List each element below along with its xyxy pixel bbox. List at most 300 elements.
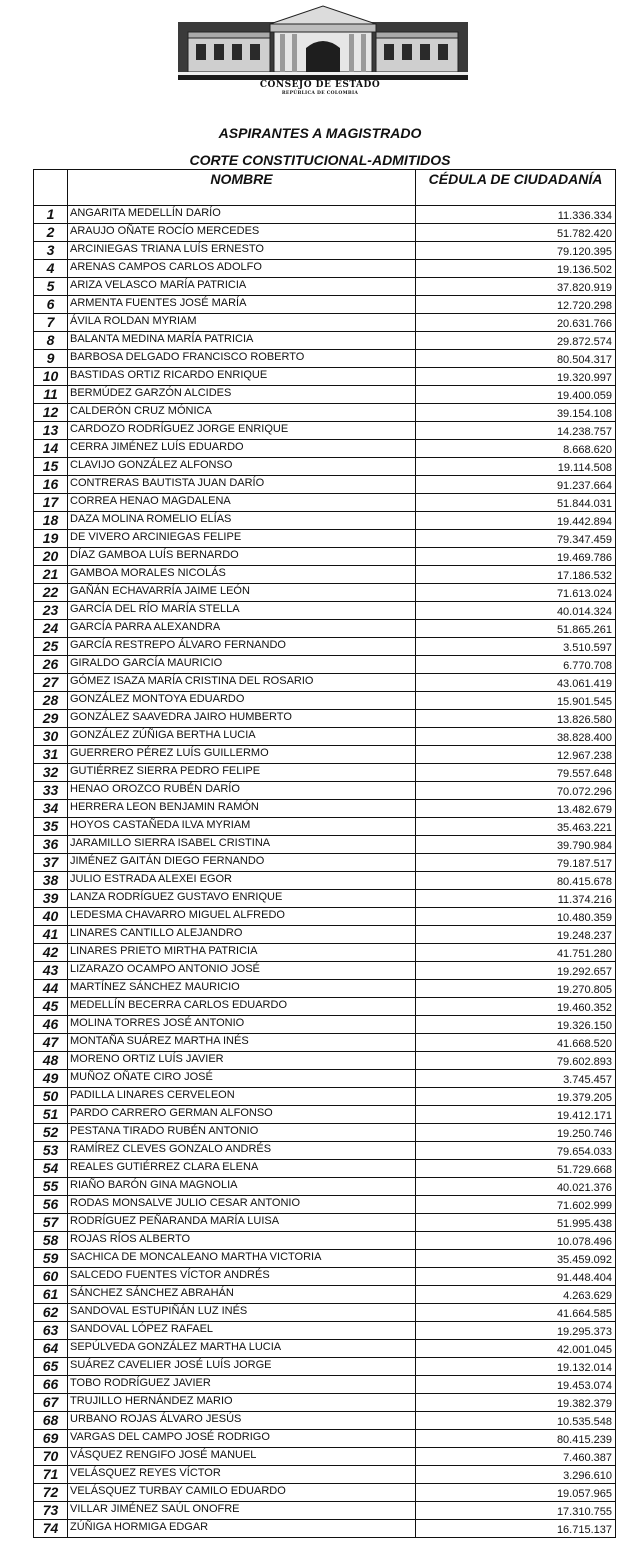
candidate-name: MARTÍNEZ SÁNCHEZ MAURICIO xyxy=(68,980,416,998)
table-row xyxy=(34,602,616,620)
document-title: ASPIRANTES A MAGISTRADO xyxy=(218,125,422,141)
candidate-name: ÁVILA ROLDAN MYRIAM xyxy=(68,314,416,332)
row-number: 49 xyxy=(34,1070,68,1088)
candidate-name: SALCEDO FUENTES VÍCTOR ANDRÉS xyxy=(68,1268,416,1286)
table-row xyxy=(34,1034,616,1052)
citizen-id: 40.014.324 xyxy=(416,602,616,620)
row-number: 39 xyxy=(34,890,68,908)
candidate-name: ARCINIEGAS TRIANA LUÍS ERNESTO xyxy=(68,242,416,260)
citizen-id: 79.654.033 xyxy=(416,1142,616,1160)
row-number: 53 xyxy=(34,1142,68,1160)
table-row xyxy=(34,440,616,458)
citizen-id: 39.790.984 xyxy=(416,836,616,854)
table-row xyxy=(34,1106,616,1124)
row-number: 36 xyxy=(34,836,68,854)
citizen-id: 70.072.296 xyxy=(416,782,616,800)
candidate-name: DAZA MOLINA ROMELIO ELÍAS xyxy=(68,512,416,530)
row-number: 66 xyxy=(34,1376,68,1394)
citizen-id: 14.238.757 xyxy=(416,422,616,440)
citizen-id: 3.296.610 xyxy=(416,1466,616,1484)
candidate-name: GONZÁLEZ MONTOYA EDUARDO xyxy=(68,692,416,710)
row-number: 56 xyxy=(34,1196,68,1214)
table-row xyxy=(34,1142,616,1160)
candidate-name: GARCÍA RESTREPO ÁLVARO FERNANDO xyxy=(68,638,416,656)
candidate-name: JIMÉNEZ GAITÁN DIEGO FERNANDO xyxy=(68,854,416,872)
candidate-name: ARENAS CAMPOS CARLOS ADOLFO xyxy=(68,260,416,278)
candidate-name: URBANO ROJAS ÁLVARO JESÚS xyxy=(68,1412,416,1430)
citizen-id: 51.782.420 xyxy=(416,224,616,242)
candidates-table xyxy=(33,169,616,1538)
citizen-id: 71.602.999 xyxy=(416,1196,616,1214)
row-number: 10 xyxy=(34,368,68,386)
table-row xyxy=(34,638,616,656)
building-facade-icon xyxy=(178,4,468,82)
table-body xyxy=(34,206,616,1538)
row-number: 22 xyxy=(34,584,68,602)
candidate-name: GAMBOA MORALES NICOLÁS xyxy=(68,566,416,584)
citizen-id: 20.631.766 xyxy=(416,314,616,332)
table-row xyxy=(34,242,616,260)
citizen-id: 11.336.334 xyxy=(416,206,616,224)
row-number: 23 xyxy=(34,602,68,620)
candidate-name: TOBO RODRÍGUEZ JAVIER xyxy=(68,1376,416,1394)
candidate-name: GARCÍA DEL RÍO MARÍA STELLA xyxy=(68,602,416,620)
row-number: 26 xyxy=(34,656,68,674)
candidate-name: LIZARAZO OCAMPO ANTONIO JOSÉ xyxy=(68,962,416,980)
citizen-id: 19.292.657 xyxy=(416,962,616,980)
table-row xyxy=(34,818,616,836)
row-number: 21 xyxy=(34,566,68,584)
table-row xyxy=(34,944,616,962)
citizen-id: 19.442.894 xyxy=(416,512,616,530)
table-row xyxy=(34,206,616,224)
table-row xyxy=(34,386,616,404)
candidate-name: MUÑOZ OÑATE CIRO JOSÉ xyxy=(68,1070,416,1088)
candidate-name: MEDELLÍN BECERRA CARLOS EDUARDO xyxy=(68,998,416,1016)
table-row xyxy=(34,1088,616,1106)
row-number: 59 xyxy=(34,1250,68,1268)
table-row xyxy=(34,728,616,746)
candidate-name: CORREA HENAO MAGDALENA xyxy=(68,494,416,512)
citizen-id: 91.237.664 xyxy=(416,476,616,494)
table-row xyxy=(34,422,616,440)
table-row xyxy=(34,926,616,944)
table-row xyxy=(34,476,616,494)
citizen-id: 19.295.373 xyxy=(416,1322,616,1340)
table-row xyxy=(34,530,616,548)
table-row xyxy=(34,1394,616,1412)
row-number: 64 xyxy=(34,1340,68,1358)
candidate-name: GUTIÉRREZ SIERRA PEDRO FELIPE xyxy=(68,764,416,782)
candidate-name: GÓMEZ ISAZA MARÍA CRISTINA DEL ROSARIO xyxy=(68,674,416,692)
row-number: 69 xyxy=(34,1430,68,1448)
table-row xyxy=(34,872,616,890)
row-number: 63 xyxy=(34,1322,68,1340)
row-number: 6 xyxy=(34,296,68,314)
citizen-id: 40.021.376 xyxy=(416,1178,616,1196)
citizen-id: 19.270.805 xyxy=(416,980,616,998)
table-row xyxy=(34,1430,616,1448)
citizen-id: 8.668.620 xyxy=(416,440,616,458)
candidate-name: JARAMILLO SIERRA ISABEL CRISTINA xyxy=(68,836,416,854)
table-row xyxy=(34,980,616,998)
table-row xyxy=(34,1412,616,1430)
citizen-id: 19.136.502 xyxy=(416,260,616,278)
row-number: 38 xyxy=(34,872,68,890)
candidate-name: VARGAS DEL CAMPO JOSÉ RODRIGO xyxy=(68,1430,416,1448)
country-name: REPÚBLICA DE COLOMBIA xyxy=(281,91,359,96)
candidate-name: JULIO ESTRADA ALEXEI EGOR xyxy=(68,872,416,890)
row-number: 1 xyxy=(34,206,68,224)
citizen-id: 19.469.786 xyxy=(416,548,616,566)
table-row xyxy=(34,1178,616,1196)
candidate-name: ZÚÑIGA HORMIGA EDGAR xyxy=(68,1520,416,1538)
citizen-id: 91.448.404 xyxy=(416,1268,616,1286)
candidate-name: SEPÚLVEDA GONZÁLEZ MARTHA LUCIA xyxy=(68,1340,416,1358)
citizen-id: 43.061.419 xyxy=(416,674,616,692)
candidate-name: SUÁREZ CAVELIER JOSÉ LUÍS JORGE xyxy=(68,1358,416,1376)
candidate-name: RODAS MONSALVE JULIO CESAR ANTONIO xyxy=(68,1196,416,1214)
candidate-name: GARCÍA PARRA ALEXANDRA xyxy=(68,620,416,638)
table-row xyxy=(34,260,616,278)
candidate-name: VILLAR JIMÉNEZ SAÚL ONOFRE xyxy=(68,1502,416,1520)
citizen-id: 4.263.629 xyxy=(416,1286,616,1304)
row-number: 62 xyxy=(34,1304,68,1322)
citizen-id: 38.828.400 xyxy=(416,728,616,746)
document-subtitle: CORTE CONSTITUCIONAL-ADMITIDOS xyxy=(189,152,451,168)
row-number: 57 xyxy=(34,1214,68,1232)
candidate-name: TRUJILLO HERNÁNDEZ MARIO xyxy=(68,1394,416,1412)
table-row xyxy=(34,908,616,926)
row-number: 43 xyxy=(34,962,68,980)
row-number: 25 xyxy=(34,638,68,656)
candidate-name: RODRÍGUEZ PEÑARANDA MARÍA LUISA xyxy=(68,1214,416,1232)
table-row xyxy=(34,494,616,512)
citizen-id: 19.320.997 xyxy=(416,368,616,386)
table-row xyxy=(34,1214,616,1232)
candidate-name: BALANTA MEDINA MARÍA PATRICIA xyxy=(68,332,416,350)
row-number: 54 xyxy=(34,1160,68,1178)
citizen-id: 79.187.517 xyxy=(416,854,616,872)
candidate-name: DE VIVERO ARCINIEGAS FELIPE xyxy=(68,530,416,548)
candidate-name: VÁSQUEZ RENGIFO JOSÉ MANUEL xyxy=(68,1448,416,1466)
citizen-id: 51.865.261 xyxy=(416,620,616,638)
candidate-name: LINARES PRIETO MIRTHA PATRICIA xyxy=(68,944,416,962)
row-number: 35 xyxy=(34,818,68,836)
citizen-id: 41.751.280 xyxy=(416,944,616,962)
candidate-name: SACHICA DE MONCALEANO MARTHA VICTORIA xyxy=(68,1250,416,1268)
citizen-id: 10.535.548 xyxy=(416,1412,616,1430)
candidate-name: CLAVIJO GONZÁLEZ ALFONSO xyxy=(68,458,416,476)
row-number: 41 xyxy=(34,926,68,944)
row-number: 51 xyxy=(34,1106,68,1124)
row-number: 34 xyxy=(34,800,68,818)
table-row xyxy=(34,1016,616,1034)
citizen-id: 10.078.496 xyxy=(416,1232,616,1250)
table-row xyxy=(34,1484,616,1502)
table-row xyxy=(34,404,616,422)
citizen-id: 79.557.648 xyxy=(416,764,616,782)
row-number: 72 xyxy=(34,1484,68,1502)
table-row xyxy=(34,584,616,602)
candidate-name: HERRERA LEON BENJAMIN RAMÓN xyxy=(68,800,416,818)
table-row xyxy=(34,800,616,818)
row-number: 46 xyxy=(34,1016,68,1034)
candidate-name: CARDOZO RODRÍGUEZ JORGE ENRIQUE xyxy=(68,422,416,440)
citizen-id: 51.729.668 xyxy=(416,1160,616,1178)
candidate-name: MOLINA TORRES JOSÉ ANTONIO xyxy=(68,1016,416,1034)
table-row xyxy=(34,278,616,296)
citizen-id: 13.826.580 xyxy=(416,710,616,728)
candidate-name: BARBOSA DELGADO FRANCISCO ROBERTO xyxy=(68,350,416,368)
candidate-name: VELÁSQUEZ TURBAY CAMILO EDUARDO xyxy=(68,1484,416,1502)
table-row xyxy=(34,854,616,872)
table-row xyxy=(34,1232,616,1250)
table-row xyxy=(34,1160,616,1178)
candidate-name: VELÁSQUEZ REYES VÍCTOR xyxy=(68,1466,416,1484)
citizen-id: 79.602.893 xyxy=(416,1052,616,1070)
candidate-name: ANGARITA MEDELLÍN DARÍO xyxy=(68,206,416,224)
row-number: 65 xyxy=(34,1358,68,1376)
citizen-id: 13.482.679 xyxy=(416,800,616,818)
table-row xyxy=(34,1196,616,1214)
citizen-id: 41.668.520 xyxy=(416,1034,616,1052)
candidate-name: ARIZA VELASCO MARÍA PATRICIA xyxy=(68,278,416,296)
table-row xyxy=(34,1124,616,1142)
citizen-id: 41.664.585 xyxy=(416,1304,616,1322)
candidate-name: GIRALDO GARCÍA MAURICIO xyxy=(68,656,416,674)
citizen-id: 6.770.708 xyxy=(416,656,616,674)
citizen-id: 79.347.459 xyxy=(416,530,616,548)
candidate-name: ARMENTA FUENTES JOSÉ MARÍA xyxy=(68,296,416,314)
candidate-name: HENAO OROZCO RUBÉN DARÍO xyxy=(68,782,416,800)
table-row xyxy=(34,458,616,476)
citizen-id: 71.613.024 xyxy=(416,584,616,602)
table-row xyxy=(34,692,616,710)
table-row xyxy=(34,962,616,980)
row-number: 52 xyxy=(34,1124,68,1142)
table-row xyxy=(34,656,616,674)
citizen-id: 19.057.965 xyxy=(416,1484,616,1502)
table-row xyxy=(34,224,616,242)
table-row xyxy=(34,1052,616,1070)
table-row xyxy=(34,1448,616,1466)
table-row xyxy=(34,1304,616,1322)
citizen-id: 29.872.574 xyxy=(416,332,616,350)
row-number: 18 xyxy=(34,512,68,530)
row-number: 55 xyxy=(34,1178,68,1196)
table-row xyxy=(34,1286,616,1304)
row-number: 27 xyxy=(34,674,68,692)
citizen-id: 15.901.545 xyxy=(416,692,616,710)
row-number: 14 xyxy=(34,440,68,458)
table-row xyxy=(34,836,616,854)
table-row xyxy=(34,1466,616,1484)
row-number: 44 xyxy=(34,980,68,998)
citizen-id: 42.001.045 xyxy=(416,1340,616,1358)
row-number: 12 xyxy=(34,404,68,422)
table-row xyxy=(34,512,616,530)
candidate-name: PESTANA TIRADO RUBÉN ANTONIO xyxy=(68,1124,416,1142)
row-number: 15 xyxy=(34,458,68,476)
table-row xyxy=(34,1250,616,1268)
citizen-id: 7.460.387 xyxy=(416,1448,616,1466)
row-number: 50 xyxy=(34,1088,68,1106)
table-row xyxy=(34,998,616,1016)
table-row xyxy=(34,1376,616,1394)
table-row xyxy=(34,296,616,314)
candidate-name: SÁNCHEZ SÁNCHEZ ABRAHÁN xyxy=(68,1286,416,1304)
row-number: 73 xyxy=(34,1502,68,1520)
citizen-id: 19.453.074 xyxy=(416,1376,616,1394)
citizen-id: 17.186.532 xyxy=(416,566,616,584)
citizen-id: 10.480.359 xyxy=(416,908,616,926)
column-header-id: CÉDULA DE CIUDADANÍA xyxy=(416,170,616,206)
citizen-id: 11.374.216 xyxy=(416,890,616,908)
table-row xyxy=(34,620,616,638)
citizen-id: 51.844.031 xyxy=(416,494,616,512)
citizen-id: 19.412.171 xyxy=(416,1106,616,1124)
row-number: 11 xyxy=(34,386,68,404)
row-number: 68 xyxy=(34,1412,68,1430)
candidate-name: GONZÁLEZ ZÚÑIGA BERTHA LUCIA xyxy=(68,728,416,746)
row-number: 40 xyxy=(34,908,68,926)
table-row xyxy=(34,674,616,692)
row-number: 29 xyxy=(34,710,68,728)
candidate-name: HOYOS CASTAÑEDA ILVA MYRIAM xyxy=(68,818,416,836)
table-row xyxy=(34,746,616,764)
row-number: 60 xyxy=(34,1268,68,1286)
citizen-id: 19.114.508 xyxy=(416,458,616,476)
row-number: 3 xyxy=(34,242,68,260)
row-number: 70 xyxy=(34,1448,68,1466)
row-number: 28 xyxy=(34,692,68,710)
row-number: 9 xyxy=(34,350,68,368)
row-number: 5 xyxy=(34,278,68,296)
table-row xyxy=(34,368,616,386)
candidate-name: LANZA RODRÍGUEZ GUSTAVO ENRIQUE xyxy=(68,890,416,908)
table-header-row xyxy=(34,170,616,206)
row-number: 33 xyxy=(34,782,68,800)
candidate-name: RAMÍREZ CLEVES GONZALO ANDRÉS xyxy=(68,1142,416,1160)
candidate-name: CALDERÓN CRUZ MÓNICA xyxy=(68,404,416,422)
candidate-name: GONZÁLEZ SAAVEDRA JAIRO HUMBERTO xyxy=(68,710,416,728)
candidate-name: SANDOVAL ESTUPIÑÁN LUZ INÉS xyxy=(68,1304,416,1322)
citizen-id: 19.250.746 xyxy=(416,1124,616,1142)
row-number: 47 xyxy=(34,1034,68,1052)
candidate-name: GAÑÁN ECHAVARRÍA JAIME LEÓN xyxy=(68,584,416,602)
citizen-id: 19.382.379 xyxy=(416,1394,616,1412)
citizen-id: 80.415.239 xyxy=(416,1430,616,1448)
candidate-name: BASTIDAS ORTIZ RICARDO ENRIQUE xyxy=(68,368,416,386)
candidate-name: REALES GUTIÉRREZ CLARA ELENA xyxy=(68,1160,416,1178)
row-number: 2 xyxy=(34,224,68,242)
row-number: 4 xyxy=(34,260,68,278)
table-row xyxy=(34,548,616,566)
citizen-id: 80.415.678 xyxy=(416,872,616,890)
citizen-id: 19.326.150 xyxy=(416,1016,616,1034)
citizen-id: 19.400.059 xyxy=(416,386,616,404)
citizen-id: 19.132.014 xyxy=(416,1358,616,1376)
row-number: 13 xyxy=(34,422,68,440)
table-row xyxy=(34,1358,616,1376)
table-row xyxy=(34,1520,616,1538)
citizen-id: 51.995.438 xyxy=(416,1214,616,1232)
citizen-id: 12.720.298 xyxy=(416,296,616,314)
row-number: 30 xyxy=(34,728,68,746)
row-number: 74 xyxy=(34,1520,68,1538)
row-number: 61 xyxy=(34,1286,68,1304)
table-row xyxy=(34,710,616,728)
table-row xyxy=(34,1322,616,1340)
citizen-id: 16.715.137 xyxy=(416,1520,616,1538)
citizen-id: 39.154.108 xyxy=(416,404,616,422)
candidate-name: RIAÑO BARÓN GINA MAGNOLIA xyxy=(68,1178,416,1196)
table-row xyxy=(34,1502,616,1520)
column-header-number xyxy=(34,170,68,206)
citizen-id: 19.248.237 xyxy=(416,926,616,944)
table-row xyxy=(34,1070,616,1088)
candidate-name: LINARES CANTILLO ALEJANDRO xyxy=(68,926,416,944)
candidate-name: GUERRERO PÉREZ LUÍS GUILLERMO xyxy=(68,746,416,764)
candidate-name: PARDO CARRERO GERMAN ALFONSO xyxy=(68,1106,416,1124)
row-number: 67 xyxy=(34,1394,68,1412)
table-row xyxy=(34,566,616,584)
candidate-name: BERMÚDEZ GARZÓN ALCIDES xyxy=(68,386,416,404)
row-number: 20 xyxy=(34,548,68,566)
row-number: 17 xyxy=(34,494,68,512)
citizen-id: 12.967.238 xyxy=(416,746,616,764)
candidate-name: MORENO ORTIZ LUÍS JAVIER xyxy=(68,1052,416,1070)
citizen-id: 17.310.755 xyxy=(416,1502,616,1520)
table-row xyxy=(34,350,616,368)
row-number: 42 xyxy=(34,944,68,962)
column-header-name: NOMBRE xyxy=(68,170,416,206)
table-row xyxy=(34,314,616,332)
row-number: 32 xyxy=(34,764,68,782)
row-number: 71 xyxy=(34,1466,68,1484)
citizen-id: 80.504.317 xyxy=(416,350,616,368)
row-number: 24 xyxy=(34,620,68,638)
table-row xyxy=(34,764,616,782)
candidate-name: ARAUJO OÑATE ROCÍO MERCEDES xyxy=(68,224,416,242)
candidate-name: PADILLA LINARES CERVELEON xyxy=(68,1088,416,1106)
row-number: 19 xyxy=(34,530,68,548)
candidate-name: DÍAZ GAMBOA LUÍS BERNARDO xyxy=(68,548,416,566)
citizen-id: 19.460.352 xyxy=(416,998,616,1016)
candidate-name: CONTRERAS BAUTISTA JUAN DARÍO xyxy=(68,476,416,494)
table-row xyxy=(34,782,616,800)
row-number: 45 xyxy=(34,998,68,1016)
row-number: 16 xyxy=(34,476,68,494)
row-number: 58 xyxy=(34,1232,68,1250)
row-number: 37 xyxy=(34,854,68,872)
table-row xyxy=(34,332,616,350)
candidate-name: LEDESMA CHAVARRO MIGUEL ALFREDO xyxy=(68,908,416,926)
row-number: 48 xyxy=(34,1052,68,1070)
candidate-name: ROJAS RÍOS ALBERTO xyxy=(68,1232,416,1250)
candidate-name: MONTAÑA SUÁREZ MARTHA INÉS xyxy=(68,1034,416,1052)
citizen-id: 19.379.205 xyxy=(416,1088,616,1106)
institution-name: CONSEJO DE ESTADO xyxy=(259,80,381,90)
citizen-id: 3.745.457 xyxy=(416,1070,616,1088)
citizen-id: 37.820.919 xyxy=(416,278,616,296)
citizen-id: 79.120.395 xyxy=(416,242,616,260)
citizen-id: 35.463.221 xyxy=(416,818,616,836)
citizen-id: 35.459.092 xyxy=(416,1250,616,1268)
row-number: 8 xyxy=(34,332,68,350)
candidate-name: CERRA JIMÉNEZ LUÍS EDUARDO xyxy=(68,440,416,458)
